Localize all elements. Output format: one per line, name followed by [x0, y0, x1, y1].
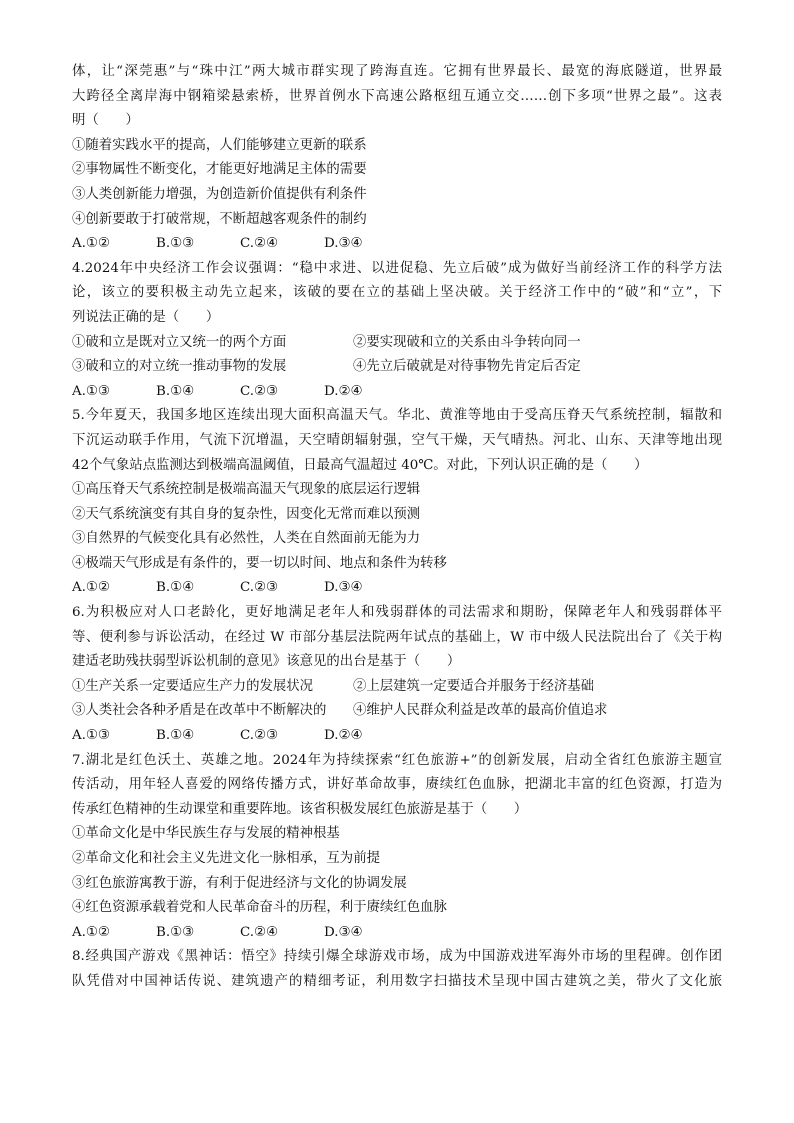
- choice-c: C.②③: [240, 383, 279, 399]
- question-stem-line: 8.经典国产游戏《黑神话：悟空》持续引爆全球游戏市场，成为中国游戏进军海外市场的里程碑。创作团: [72, 949, 722, 965]
- choice-d: D.②④: [324, 383, 363, 399]
- question-stem-line: 大跨径全离岸海中钢箱梁悬索桥，世界首例水下高速公路枢纽互通立交……创下多项“世界之最”。这表: [72, 88, 722, 104]
- option-statement: ④极端天气形成是有条件的，要一切以时间、地点和条件为转移: [72, 555, 447, 571]
- option-pair: [72, 355, 722, 380]
- option-statement: ③人类创新能力增强，为创造新价值提供有利条件: [72, 186, 367, 202]
- choice-a: A.①②: [72, 924, 110, 940]
- choice-b: B.①③: [156, 236, 195, 252]
- choice-d: D.③④: [324, 236, 363, 252]
- choice-c: C.②③: [240, 728, 279, 744]
- option-pair: [72, 331, 722, 356]
- question-stem-line: 等、便利参与诉讼活动，在经过 W 市部分基层法院两年试点的基础上，W 市中级人民法院出台了《关于构: [72, 629, 722, 645]
- option-statement: ④维护人民群众利益是改革的最高价值追求: [353, 703, 608, 719]
- choice-a: A.①③: [72, 383, 110, 399]
- question-stem-line: 7.湖北是红色沃土、英雄之地。2024年为持续探索“红色旅游+”的创新发展，启动全省红色旅游主题宣: [72, 752, 722, 768]
- choice-c: C.②③: [240, 580, 279, 596]
- option-statement: ①革命文化是中华民族生存与发展的精神根基: [72, 826, 340, 842]
- question-stem-line: 建适老助残扶弱型诉讼机制的意见》该意见的出台是基于（ ）: [72, 654, 461, 670]
- option-statement: ④红色资源承载着党和人民革命奋斗的历程，利于赓续红色血脉: [72, 900, 447, 916]
- choice-c: C.②④: [240, 924, 279, 940]
- choice-b: B.①④: [156, 580, 195, 596]
- option-statement: ③红色旅游寓教于游，有利于促进经济与文化的协调发展: [72, 875, 407, 891]
- answer-choices: [72, 380, 722, 405]
- option-statement: ②上层建筑一定要适合并服务于经济基础: [353, 678, 595, 694]
- option-statement: ③破和立的对立统一推动事物的发展: [72, 359, 287, 375]
- choice-a: A.①②: [72, 580, 110, 596]
- question-4: [72, 257, 722, 405]
- option-statement: ③自然界的气候变化具有必然性，人类在自然面前无能为力: [72, 531, 421, 547]
- answer-choices: [72, 232, 722, 257]
- choice-a: A.①②: [72, 236, 110, 252]
- option-statement: ②天气系统演变有其自身的复杂性，因变化无常而难以预测: [72, 506, 421, 522]
- option-pair: [72, 699, 722, 724]
- question-5: [72, 404, 722, 601]
- choice-d: D.③④: [324, 580, 363, 596]
- choice-a: A.①③: [72, 728, 110, 744]
- choice-b: B.①④: [156, 728, 195, 744]
- option-statement: ①随着实践水平的提高，人们能够建立更新的联系: [72, 137, 367, 153]
- option-statement: ②要实现破和立的关系由斗争转向同一: [353, 334, 581, 350]
- option-statement: ②革命文化和社会主义先进文化一脉相承，互为前提: [72, 851, 380, 866]
- option-pair: [72, 675, 722, 700]
- question-stem-line: 体，让“深莞惠”与“珠中江”两大城市群实现了跨海直连。它拥有世界最长、最宽的海底隧道，世界最: [72, 64, 722, 79]
- question-stem-line: 传承红色精神的生动课堂和重要阵地。该省积极发展红色旅游是基于（ ）: [72, 801, 528, 817]
- question-stem-line: 队凭借对中国神话传说、建筑遗产的精细考证，利用数字扫描技术呈现中国古建筑之美，带火了文化旅: [72, 973, 722, 989]
- option-statement: ②事物属性不断变化，才能更好地满足主体的需要: [72, 162, 367, 178]
- question-stem-line: 5.今年夏天，我国多地区连续出现大面积高温天气。华北、黄淮等地由于受高压脊天气系统控制，辐散和: [72, 408, 722, 424]
- question-stem-line: 明（ ）: [72, 113, 139, 129]
- question-stem-line: 4.2024年中央经济工作会议强调：“稳中求进、以进促稳、先立后破”成为做好当前经济工作的科学方法: [72, 260, 722, 276]
- answer-choices: [72, 576, 722, 601]
- question-stem-line: 传活动，用年轻人喜爱的网络传播方式，讲好革命故事，赓续红色血脉，把湖北丰富的红色资源，打造为: [72, 777, 722, 793]
- question-8: [72, 945, 722, 994]
- choice-d: D.②④: [324, 728, 363, 744]
- question-stem-line: 论，该立的要积极主动先立起来，该破的要在立的基础上坚决破。关于经济工作中的“破”和“立”，下: [72, 285, 722, 301]
- option-statement: ①高压脊天气系统控制是极端高温天气现象的底层运行逻辑: [72, 482, 421, 498]
- question-7: [72, 749, 722, 946]
- answer-choices: [72, 724, 722, 749]
- question-stem-line: 6.为积极应对人口老龄化，更好地满足老年人和残弱群体的司法需求和期盼，保障老年人和残弱群体平: [72, 605, 722, 621]
- question-3-continuation: [72, 60, 722, 257]
- question-stem-line: 下沉运动联手作用，气流下沉增温，天空晴朗辐射强，空气干燥，天气晴热。河北、山东、天津等地出现: [72, 432, 722, 448]
- choice-c: C.②④: [240, 236, 279, 252]
- question-stem-line: 列说法正确的是（ ）: [72, 309, 220, 325]
- question-6: [72, 601, 722, 749]
- choice-b: B.①④: [156, 383, 195, 399]
- option-statement: ③人类社会各种矛盾是在改革中不断解决的: [72, 703, 327, 719]
- option-statement: ①破和立是既对立又统一的两个方面: [72, 334, 287, 350]
- option-statement: ①生产关系一定要适应生产力的发展状况: [72, 678, 314, 694]
- choice-d: D.③④: [324, 924, 363, 940]
- exam-page: [72, 60, 722, 995]
- option-statement: ④创新要敢于打破常规，不断超越客观条件的制约: [72, 211, 367, 227]
- answer-choices: [72, 921, 722, 946]
- option-statement: ④先立后破就是对待事物先肯定后否定: [353, 359, 581, 375]
- question-stem-line: 42个气象站点监测达到极端高温阈值，日最高气温超过 40℃。对此，下列认识正确的是（ ）: [72, 457, 648, 473]
- choice-b: B.①③: [156, 924, 195, 940]
